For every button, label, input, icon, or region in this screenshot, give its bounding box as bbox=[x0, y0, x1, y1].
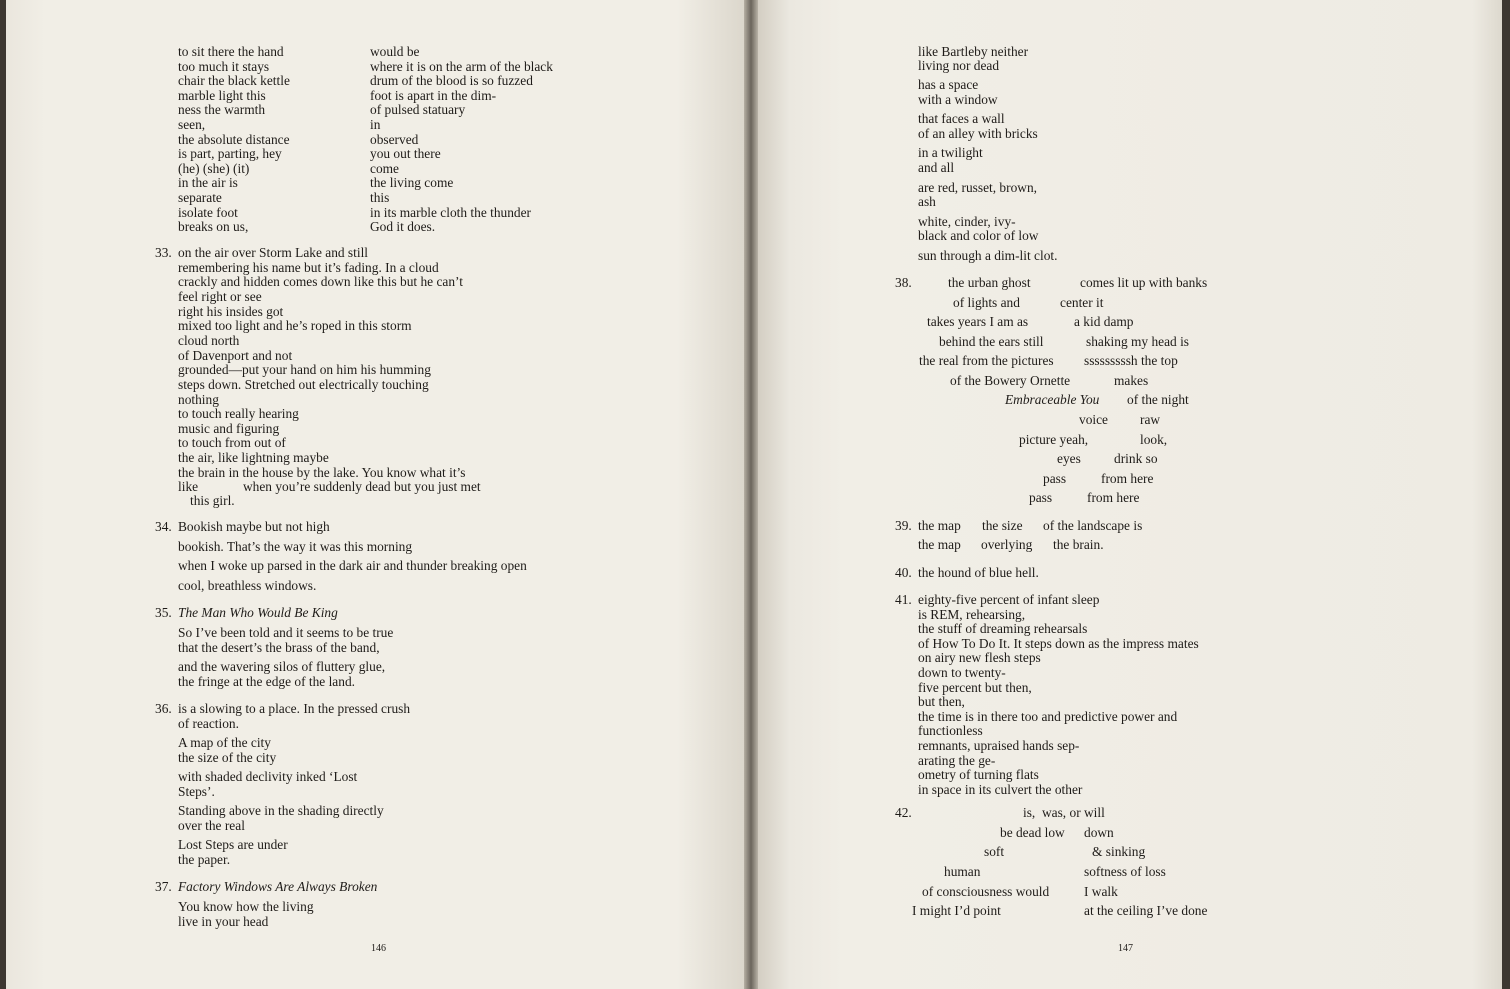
poem-line: Embraceable You bbox=[1005, 392, 1100, 407]
poem-line: of the Bowery Ornette bbox=[950, 373, 1071, 388]
poem-line: crackly and hidden comes down like this but he can’t bbox=[178, 274, 463, 290]
poem-line: in space in its culvert the other bbox=[918, 781, 1083, 797]
page-number-left: 146 bbox=[371, 943, 386, 954]
poem-line: the time is in there too and predictive power and bbox=[918, 708, 1178, 724]
poem-line: where it is on the arm of the black bbox=[370, 58, 553, 74]
poem-line: living nor dead bbox=[918, 58, 1000, 73]
poem-line: like Bartleby neither bbox=[918, 44, 1029, 59]
poem-line: shaking my head is bbox=[1086, 334, 1190, 349]
poem-line: live in your head bbox=[178, 914, 269, 929]
poem-line: ometry of turning flats bbox=[918, 767, 1039, 783]
poem-line: from here bbox=[1087, 490, 1140, 505]
poem-line: on airy new flesh steps bbox=[918, 650, 1041, 666]
poem-line: remembering his name but it’s fading. In a cloud bbox=[178, 259, 439, 275]
poem-line: Steps’. bbox=[178, 784, 215, 799]
poem-line: mixed too light and he’s roped in this storm bbox=[178, 318, 412, 334]
poem-line: at the ceiling I’ve done bbox=[1084, 903, 1208, 918]
poem-line: Standing above in the shading directly bbox=[178, 803, 384, 818]
poem-line: of How To Do It. It steps down as the impress mates bbox=[918, 635, 1199, 651]
page-number-right: 147 bbox=[1118, 943, 1133, 954]
poem-line: of the night bbox=[1127, 392, 1189, 407]
poem-line: to touch really hearing bbox=[178, 406, 299, 422]
poem-line: music and figuring bbox=[178, 420, 280, 436]
poem-line: separate bbox=[178, 190, 222, 205]
poem-line: is part, parting, hey bbox=[178, 146, 282, 162]
poem-line: down to twenty- bbox=[918, 665, 1006, 680]
poem-line: isolate foot bbox=[178, 204, 238, 220]
poem-line: marble light this bbox=[178, 87, 266, 103]
section-number: 39. bbox=[895, 518, 912, 533]
poem-line: of the landscape is bbox=[1043, 518, 1143, 533]
poem-line: center it bbox=[1060, 295, 1104, 310]
section-number: 41. bbox=[895, 592, 912, 607]
poem-line: you out there bbox=[370, 146, 441, 162]
poem-line: white, cinder, ivy- bbox=[918, 214, 1016, 229]
poem-line: sssssssssh the top bbox=[1084, 353, 1178, 368]
poem-line: be dead low bbox=[1000, 825, 1065, 840]
section-number: 33. bbox=[155, 245, 172, 260]
poem-line: with a window bbox=[918, 92, 998, 107]
poem-line: but then, bbox=[918, 694, 965, 710]
poem-line: on the air over Storm Lake and still bbox=[178, 245, 369, 260]
poem-line: look, bbox=[1140, 432, 1168, 447]
poem-line: Bookish maybe but not high bbox=[178, 519, 330, 534]
poem-line: in its marble cloth the thunder bbox=[370, 204, 532, 220]
poem-line: the air, like lightning maybe bbox=[178, 450, 329, 466]
poem-line: feel right or see bbox=[178, 288, 262, 304]
section-number: 38. bbox=[895, 275, 912, 290]
section-title: The Man Who Would Be King bbox=[178, 605, 338, 620]
poem-line: pass bbox=[1029, 490, 1053, 505]
poem-line: bookish. That’s the way it was this morning bbox=[178, 539, 413, 554]
poem-line: of an alley with bricks bbox=[918, 126, 1038, 141]
poem-line: eyes bbox=[1057, 451, 1081, 466]
poem-line: Lost Steps are under bbox=[178, 837, 288, 852]
poem-line: & sinking bbox=[1092, 844, 1146, 859]
poem-line: softness of loss bbox=[1084, 864, 1166, 879]
poem-line: makes bbox=[1114, 373, 1149, 388]
poem-line: is REM, rehearsing, bbox=[918, 606, 1026, 622]
poem-line: drum of the blood is so fuzzed bbox=[370, 73, 533, 89]
poem-line: five percent but then, bbox=[918, 679, 1032, 695]
poem-line: overlying bbox=[981, 537, 1033, 552]
poem-line: this girl. bbox=[190, 493, 235, 508]
book-edge-left bbox=[0, 0, 6, 989]
poem-line: the brain in the house by the lake. You know what it’s bbox=[178, 464, 466, 480]
poem-line: So I’ve been told and it seems to be true bbox=[178, 625, 394, 640]
right-page bbox=[752, 0, 1510, 989]
poem-line: ash bbox=[918, 194, 936, 209]
poem-line: is a slowing to a place. In the pressed crush bbox=[178, 701, 411, 716]
poem-line: of reaction. bbox=[178, 716, 239, 731]
poem-line: arating the ge- bbox=[918, 752, 996, 768]
poem-line: the brain. bbox=[1053, 537, 1104, 552]
poem-line: the absolute distance bbox=[178, 131, 290, 147]
poem-line: this bbox=[370, 190, 390, 205]
poem-line: chair the black kettle bbox=[178, 73, 290, 89]
poem-line: that the desert’s the brass of the band, bbox=[178, 640, 380, 655]
poem-line: behind the ears still bbox=[939, 334, 1044, 349]
poem-line: right his insides got bbox=[178, 303, 284, 319]
section-number: 34. bbox=[155, 519, 172, 534]
poem-line: the map bbox=[918, 518, 961, 533]
poem-line: is, was, or will bbox=[1023, 805, 1105, 820]
poem-line: to touch from out of bbox=[178, 435, 286, 451]
poem-line: pass bbox=[1043, 471, 1067, 486]
poem-line: the paper. bbox=[178, 852, 231, 867]
poem-line: from here bbox=[1101, 471, 1154, 486]
poem-line: cloud north bbox=[178, 332, 240, 348]
poem-line: nothing bbox=[178, 391, 219, 407]
book-edge-right bbox=[1502, 0, 1510, 989]
poem-line: human bbox=[944, 864, 981, 879]
poem-line: sun through a dim-lit clot. bbox=[918, 248, 1058, 263]
poem-line: when I woke up parsed in the dark air and thunder breaking open bbox=[178, 558, 527, 573]
section-number: 36. bbox=[155, 701, 172, 716]
poem-line: I might I’d point bbox=[912, 903, 1001, 918]
poem-line: has a space bbox=[918, 77, 979, 92]
poem-line: grounded—put your hand on him his humming bbox=[178, 362, 431, 378]
poem-line: of consciousness would bbox=[922, 884, 1050, 899]
poem-line: over the real bbox=[178, 818, 245, 833]
poem-line: in the air is bbox=[178, 175, 238, 191]
poem-line: soft bbox=[984, 844, 1005, 859]
poem-line: voice bbox=[1079, 412, 1108, 427]
poem-line: seen, bbox=[178, 117, 206, 132]
poem-line: remnants, upraised hands sep- bbox=[918, 738, 1080, 753]
book-spine bbox=[744, 0, 758, 989]
poem-line: drink so bbox=[1114, 451, 1158, 466]
left-page bbox=[0, 0, 752, 989]
poem-line: the fringe at the edge of the land. bbox=[178, 674, 355, 689]
poem-line: foot is apart in the dim- bbox=[370, 87, 497, 103]
poem-line: of pulsed statuary bbox=[370, 102, 466, 118]
poem-line: the stuff of dreaming rehearsals bbox=[918, 621, 1088, 637]
poem-line: observed bbox=[370, 131, 419, 147]
poem-line: raw bbox=[1140, 412, 1161, 427]
poem-line: when you’re suddenly dead but you just met bbox=[243, 479, 481, 494]
poem-line: and all bbox=[918, 160, 955, 175]
poem-line: black and color of low bbox=[918, 228, 1039, 243]
poem-line: (he) (she) (it) bbox=[178, 160, 250, 176]
section-number: 35. bbox=[155, 605, 172, 620]
poem-line: of lights and bbox=[953, 295, 1020, 310]
poem-line: steps down. Stretched out electrically touching bbox=[178, 376, 429, 392]
poem-line: are red, russet, brown, bbox=[918, 180, 1037, 195]
poem-line: the size of the city bbox=[178, 750, 277, 765]
poem-line: eighty-five percent of infant sleep bbox=[918, 592, 1100, 607]
section-number: 37. bbox=[155, 879, 172, 894]
poem-line: would be bbox=[370, 44, 420, 59]
poem-line: You know how the living bbox=[178, 899, 314, 914]
poem-line: ness the warmth bbox=[178, 102, 266, 118]
poem-line: cool, breathless windows. bbox=[178, 578, 317, 593]
poem-line: A map of the city bbox=[178, 735, 271, 750]
poem-line: the living come bbox=[370, 175, 454, 191]
poem-line: the real from the pictures bbox=[919, 353, 1054, 368]
section-title: Factory Windows Are Always Broken bbox=[178, 879, 378, 894]
section-number: 40. bbox=[895, 565, 912, 580]
poem-line: takes years I am as bbox=[927, 314, 1029, 329]
poem-line: with shaded declivity inked ‘Lost bbox=[178, 769, 358, 784]
poem-line: God it does. bbox=[370, 219, 436, 235]
poem-line: come bbox=[370, 160, 399, 176]
poem-line: functionless bbox=[918, 723, 983, 739]
poem-line: comes lit up with banks bbox=[1080, 275, 1208, 290]
poem-line: a kid damp bbox=[1074, 314, 1134, 329]
poem-line: breaks on us, bbox=[178, 219, 249, 235]
poem-line: the map bbox=[918, 537, 961, 552]
poem-line: picture yeah, bbox=[1019, 432, 1089, 447]
poem-line: down bbox=[1084, 825, 1114, 840]
poem-line: that faces a wall bbox=[918, 111, 1005, 126]
poem-line: the hound of blue hell. bbox=[918, 565, 1039, 580]
poem-line: and the wavering silos of fluttery glue, bbox=[178, 659, 386, 674]
poem-line: in bbox=[370, 117, 381, 132]
section-number: 42. bbox=[895, 805, 912, 820]
poem-line: of Davenport and not bbox=[178, 347, 293, 363]
poem-line: like bbox=[178, 479, 199, 494]
poem-line: the urban ghost bbox=[948, 275, 1031, 290]
poem-line: the size bbox=[982, 518, 1023, 533]
poem-line: in a twilight bbox=[918, 145, 983, 160]
poem-line: to sit there the hand bbox=[178, 44, 284, 59]
poem-line: too much it stays bbox=[178, 58, 270, 74]
poem-line: I walk bbox=[1084, 884, 1118, 899]
